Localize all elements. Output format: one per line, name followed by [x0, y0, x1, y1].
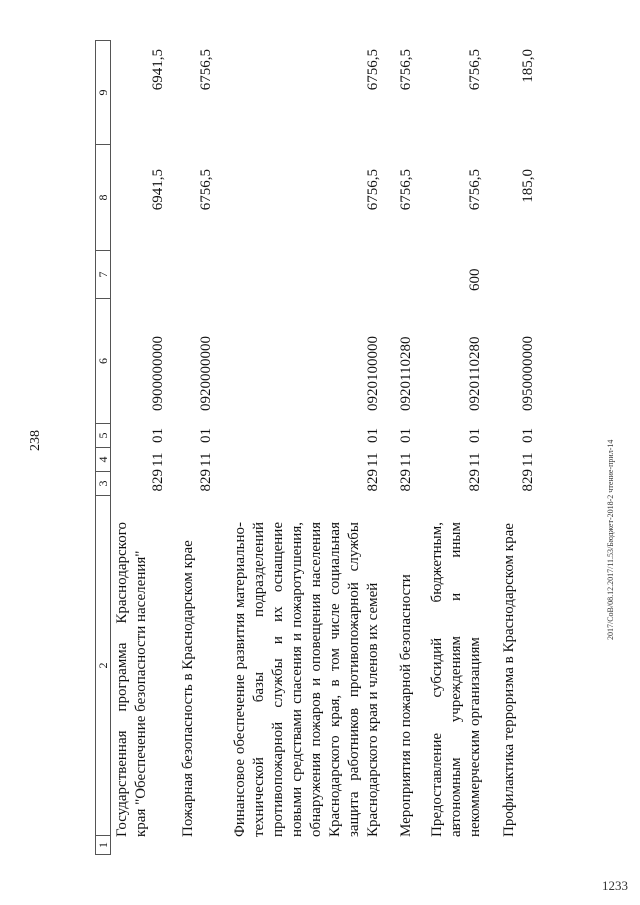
row-4-col5: 01 [398, 428, 414, 443]
row-4-col9: 6756,5 [398, 49, 414, 91]
row-2-col6: 0920000000 [198, 336, 214, 411]
row-1-col4: 11 [150, 452, 166, 467]
row-3-description: Финансовое обеспечение развития материально-технической базы подразделений противопожарной службы и их оснащение новыми средствами спасения и пожаротушения, обнаружения пожаров и оповещения населения Краснодарского края, в том числе социальная защита работников противопожарной службы Краснодарского края и членов их семей [232, 522, 381, 837]
header-col-9: 9 [96, 41, 110, 145]
row-5-description: Предоставление субсидий бюджетным, автономным учреждениям и иным некоммерческим организациям [429, 522, 483, 837]
row-1-col6: 0900000000 [150, 336, 166, 411]
row-4-col4: 11 [398, 452, 414, 467]
row-1-col8: 6941,5 [150, 169, 166, 211]
row-5-col6: 0920110280 [467, 336, 483, 411]
row-2-description: Пожарная безопасность в Краснодарском крае [180, 540, 196, 837]
header-col-5: 5 [96, 424, 110, 448]
corner-number: 1233 [602, 878, 628, 893]
row-5-col5: 01 [467, 428, 483, 443]
row-6-col4: 11 [520, 452, 536, 467]
row-1-col9: 6941,5 [150, 49, 166, 91]
header-col-1: 1 [96, 842, 110, 848]
file-path-note: 2017/СоВ/08.12.2017/11.53/Бюджет-2018-2 чтение-прил-14 [606, 439, 615, 640]
row-5-col4: 11 [467, 452, 483, 467]
row-2-col5: 01 [198, 428, 214, 443]
row-6-col6: 0950000000 [520, 336, 536, 411]
page-number: 238 [28, 430, 43, 451]
row-6-col8: 185,0 [520, 169, 536, 203]
row-4-description: Мероприятия по пожарной безопасности [398, 574, 414, 837]
header-col-6: 6 [96, 299, 110, 424]
row-5-col9: 6756,5 [467, 49, 483, 91]
row-2-col4: 11 [198, 452, 214, 467]
row-4-col3: 829 [398, 469, 414, 492]
row-6-col5: 01 [520, 428, 536, 443]
row-6-col9: 185,0 [520, 49, 536, 83]
row-5-col7: 600 [467, 268, 483, 291]
row-6-col3: 829 [520, 469, 536, 492]
row-1-col3: 829 [150, 469, 166, 492]
table-header [95, 40, 111, 855]
row-3-col6: 0920100000 [365, 336, 381, 411]
row-1-description: Государственная программа Краснодарского края "Обеспечение безопасности населения" [114, 522, 149, 837]
row-2-col9: 6756,5 [198, 49, 214, 91]
row-5-col8: 6756,5 [467, 169, 483, 211]
row-4-col6: 0920110280 [398, 336, 414, 411]
row-4-col8: 6756,5 [398, 169, 414, 211]
row-3-col4: 11 [365, 452, 381, 467]
row-3-col5: 01 [365, 428, 381, 443]
budget-table [95, 40, 635, 855]
header-col-8: 8 [96, 145, 110, 251]
header-col-4: 4 [96, 448, 110, 472]
row-6-description: Профилактика терроризма в Краснодарском крае [501, 523, 517, 837]
row-3-col8: 6756,5 [365, 169, 381, 211]
row-5-col3: 829 [467, 469, 483, 492]
row-2-col8: 6756,5 [198, 169, 214, 211]
row-3-col3: 829 [365, 469, 381, 492]
header-col-3: 3 [96, 472, 110, 496]
row-2-col3: 829 [198, 469, 214, 492]
row-3-col9: 6756,5 [365, 49, 381, 91]
header-col-2: 2 [96, 496, 110, 836]
header-col-7: 7 [96, 251, 110, 299]
row-1-col5: 01 [150, 428, 166, 443]
